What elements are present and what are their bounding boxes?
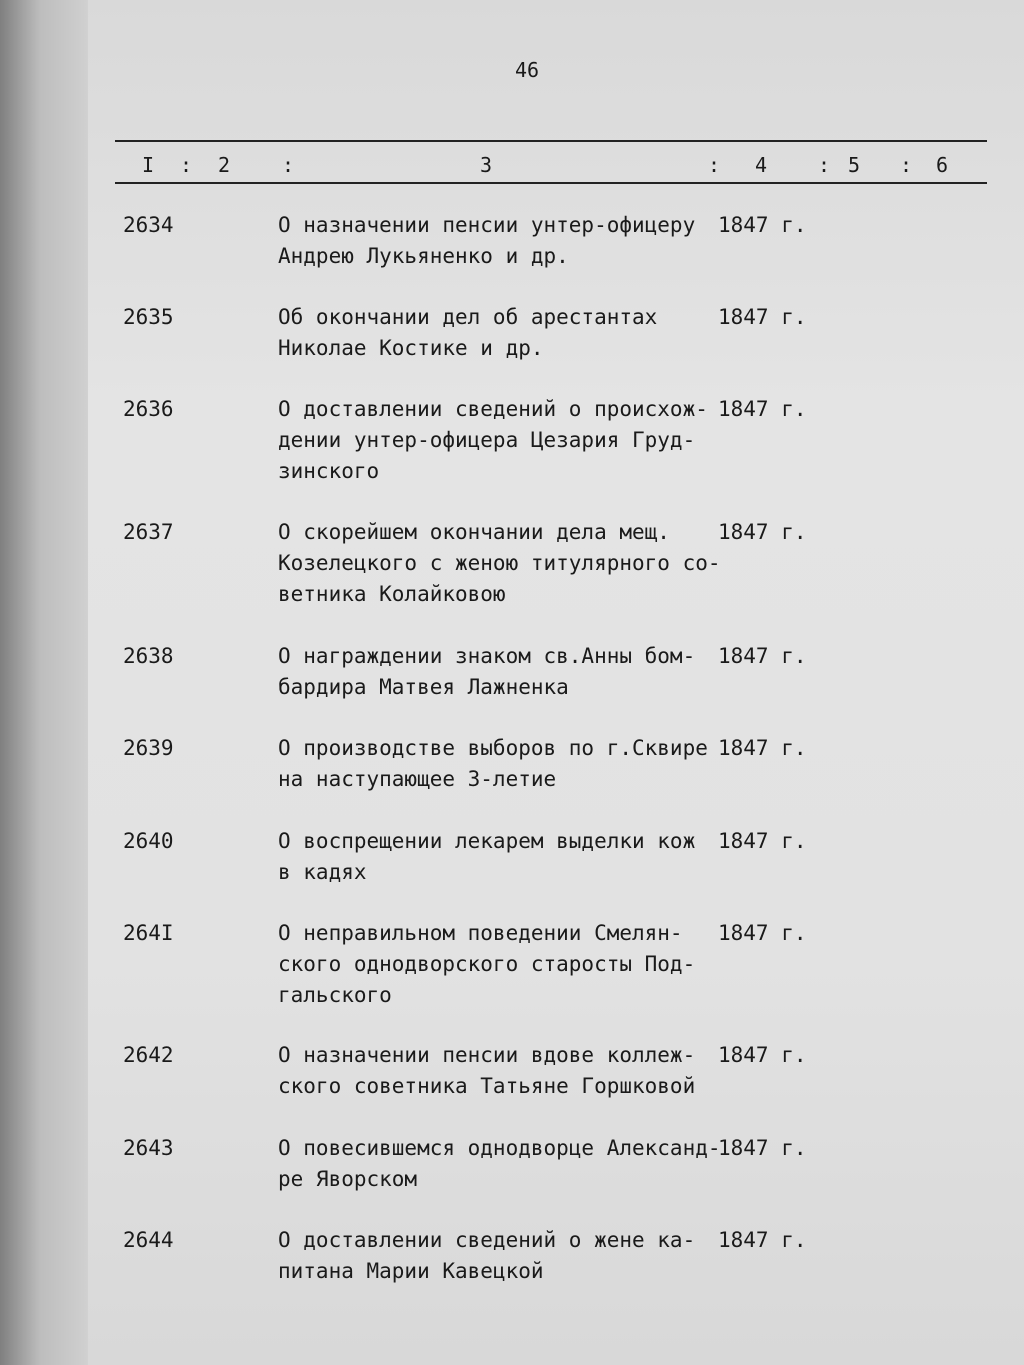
entry-year: 1847 г. bbox=[718, 397, 807, 421]
header-col-2: 2 bbox=[218, 153, 231, 177]
header-rule-bottom bbox=[115, 182, 987, 184]
header-rule-top bbox=[115, 140, 987, 142]
page-number: 46 bbox=[515, 58, 540, 82]
header-col-4: 4 bbox=[755, 153, 768, 177]
entry-year: 1847 г. bbox=[718, 736, 807, 760]
entry-title: О назначении пенсии унтер-офицеру Андрею Лукьяненко и др. bbox=[278, 213, 696, 268]
entry-year: 1847 г. bbox=[718, 644, 807, 668]
entry-title: О повесившемся однодворце Александ- ре Яворском bbox=[278, 1136, 721, 1191]
header-sep: : bbox=[708, 153, 721, 177]
header-col-1: I bbox=[142, 153, 155, 177]
header-sep: : bbox=[282, 153, 295, 177]
entry-year: 1847 г. bbox=[718, 1228, 807, 1252]
entry-year: 1847 г. bbox=[718, 520, 807, 544]
entry-title: О воспрещении лекарем выделки кож в кадях bbox=[278, 829, 696, 884]
entry-year: 1847 г. bbox=[718, 921, 807, 945]
header-sep: : bbox=[818, 153, 831, 177]
entry-title: О неправильном поведении Смелян- ского однодворского старосты Под- гальского bbox=[278, 921, 696, 1007]
header-sep: : bbox=[900, 153, 913, 177]
entry-number: 2640 bbox=[123, 829, 174, 853]
entry-number: 2642 bbox=[123, 1043, 174, 1067]
entry-title: О скорейшем окончании дела мещ. Козелецкого с женою титулярного со- ветника Колайковою bbox=[278, 520, 721, 606]
entry-number: 2634 bbox=[123, 213, 174, 237]
entry-year: 1847 г. bbox=[718, 305, 807, 329]
entry-year: 1847 г. bbox=[718, 1136, 807, 1160]
entry-title: О доставлении сведений о жене ка- питана Марии Кавецкой bbox=[278, 1228, 696, 1283]
entry-title: О награждении знаком св.Анны бом- бардира Матвея Лажненка bbox=[278, 644, 696, 699]
header-sep: : bbox=[180, 153, 193, 177]
entry-number: 2638 bbox=[123, 644, 174, 668]
entry-number: 2636 bbox=[123, 397, 174, 421]
entry-number: 2643 bbox=[123, 1136, 174, 1160]
header-col-3: 3 bbox=[480, 153, 493, 177]
entry-year: 1847 г. bbox=[718, 213, 807, 237]
entry-number: 264I bbox=[123, 921, 174, 945]
entry-year: 1847 г. bbox=[718, 1043, 807, 1067]
entry-title: О доставлении сведений о происхож- дении унтер-офицера Цезария Груд- зинского bbox=[278, 397, 708, 483]
entry-number: 2644 bbox=[123, 1228, 174, 1252]
entry-title: О производстве выборов по г.Сквире на наступающее 3-летие bbox=[278, 736, 708, 791]
entry-year: 1847 г. bbox=[718, 829, 807, 853]
entry-number: 2639 bbox=[123, 736, 174, 760]
header-col-6: 6 bbox=[936, 153, 949, 177]
entry-number: 2635 bbox=[123, 305, 174, 329]
header-col-5: 5 bbox=[848, 153, 861, 177]
entry-title: О назначении пенсии вдове коллеж- ского советника Татьяне Горшковой bbox=[278, 1043, 696, 1098]
entry-number: 2637 bbox=[123, 520, 174, 544]
entry-title: Об окончании дел об арестантах Николае Костике и др. bbox=[278, 305, 658, 360]
